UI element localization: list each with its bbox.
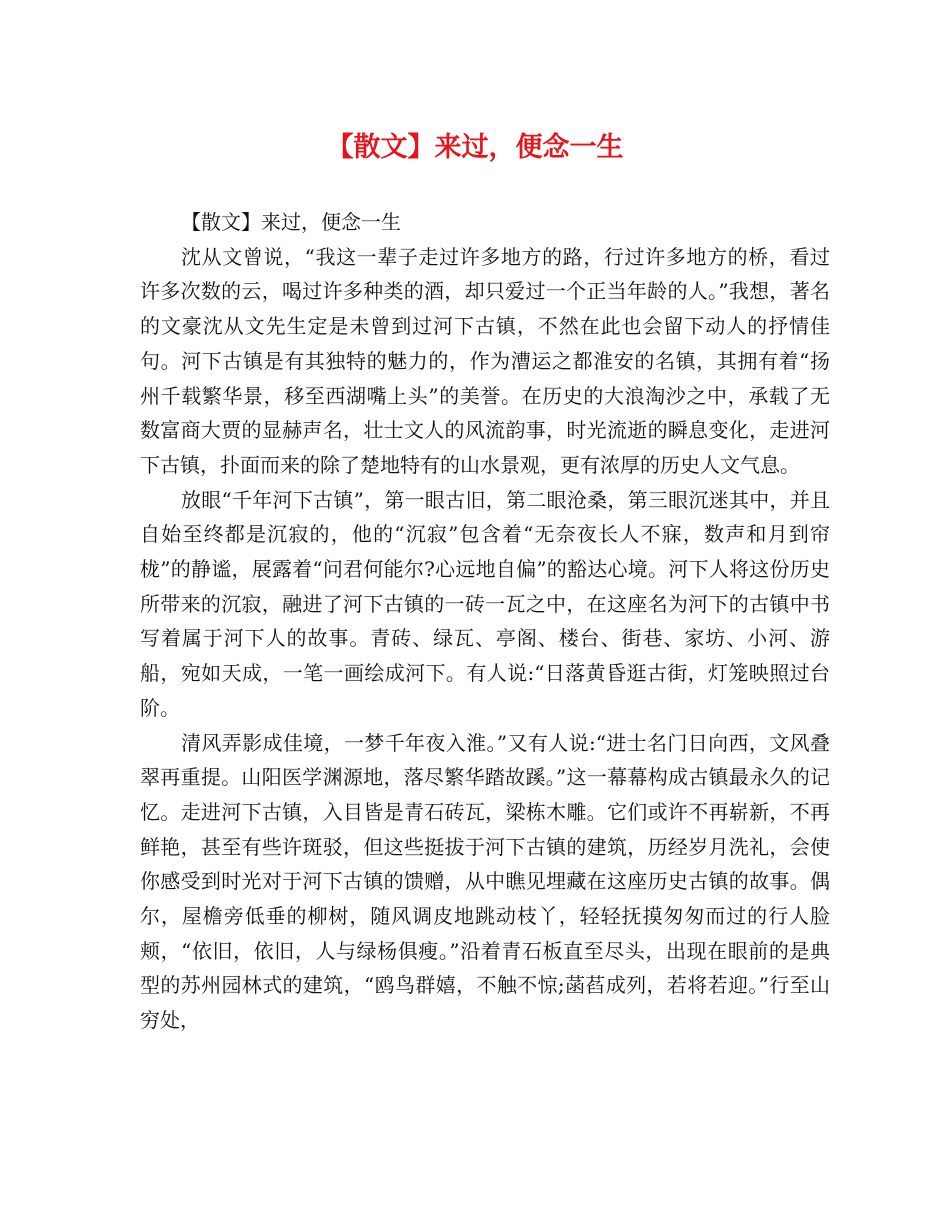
page-title: 【散文】来过，便念一生 — [326, 132, 624, 163]
paragraph-2: 放眼“千年河下古镇”，第一眼古旧，第二眼沧桑，第三眼沉迷其中，并且自始至终都是沉寂的，他的“沉寂”包含着“无奈夜长人不寐，数声和月到帘栊”的静谧，展露着“问君何能尔?心远地自偏”的豁达心境。河下人将这份历史所带来的沉寂，融进了河下古镇的一砖一瓦之中，在这座名为河下的古镇中书写着属于河下人的故事。青砖、绿瓦、亭阁、楼台、街巷、家坊、小河、游船，宛如天成，一笔一画绘成河下。有人说:“日落黄昏逛古街，灯笼映照过台阶。 — [140, 487, 830, 720]
paragraph-1: 沈从文曾说，“我这一辈子走过许多地方的路，行过许多地方的桥，看过许多次数的云，喝过许多种类的酒，却只爱过一个正当年龄的人。”我想，著名的文豪沈从文先生定是未曾到过河下古镇，不然在此也会留下动人的抒情佳句。河下古镇是有其独特的魅力的，作为漕运之都淮安的名镇，其拥有着“扬州千载繁华景，移至西湖嘴上头”的美誉。在历史的大浪淘沙之中，承载了无数富商大贾的显赫声名，壮士文人的风流韵事，时光流逝的瞬息变化，走进河下古镇，扑面而来的除了楚地特有的山水景观，更有浓厚的历史人文气息。 — [140, 244, 830, 477]
article-body — [140, 205, 830, 1038]
paragraph-subtitle: 【散文】来过，便念一生 — [181, 210, 401, 234]
paragraph-3: 清风弄影成佳境，一梦千年夜入淮。”又有人说:“进士名门日向西，文风叠翠再重提。山阳医学渊源地，落尽繁华踏故蹊。”这一幕幕构成古镇最永久的记忆。走进河下古镇，入目皆是青石砖瓦，梁栋木雕。它们或许不再崭新，不再鲜艳，甚至有些许斑驳，但这些挺拔于河下古镇的建筑，历经岁月洗礼，会使你感受到时光对于河下古镇的馈赠，从中瞧见埋藏在这座历史古镇的故事。偶尔，屋檐旁低垂的柳树，随风调皮地跳动枝丫，轻轻抚摸匆匆而过的行人脸颊，“依旧，依旧，人与绿杨俱瘦。”沿着青石板直至尽头，出现在眼前的是典型的苏州园林式的建筑，“鸥鸟群嬉，不触不惊;菡萏成列，若将若迎。”行至山穷处， — [140, 730, 830, 1033]
